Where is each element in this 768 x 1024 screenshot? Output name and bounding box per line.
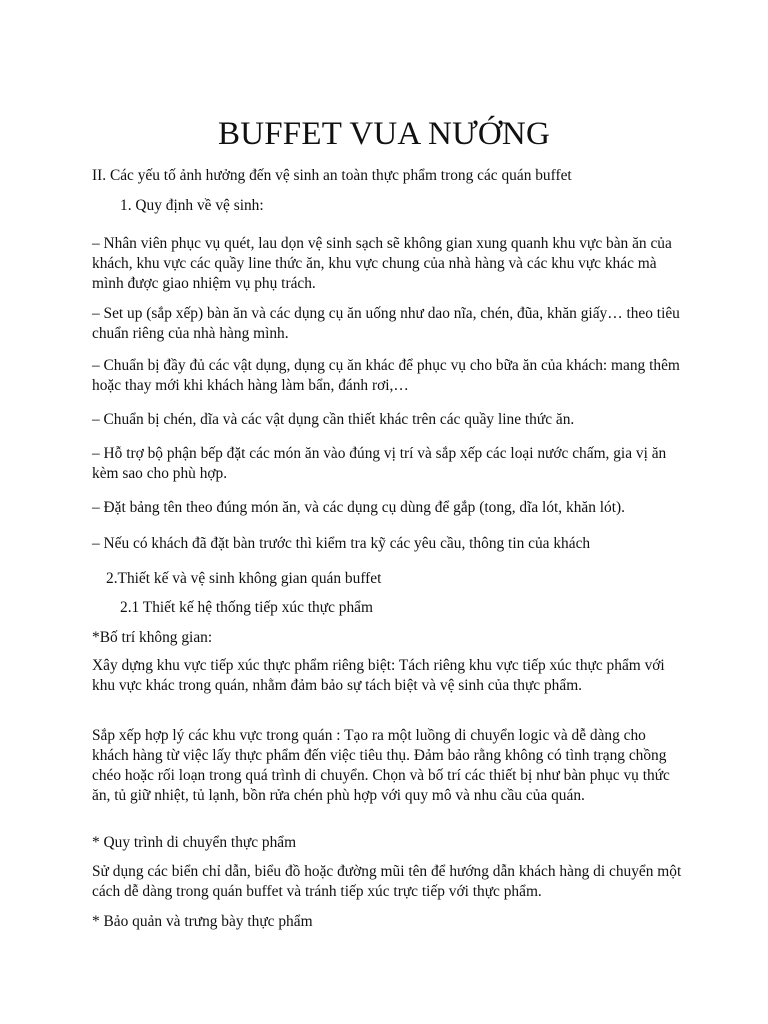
rule-paragraph-2: – Set up (sắp xếp) bàn ăn và các dụng cụ ăn uống như dao nĩa, chén, đũa, khăn giấy… theo tiêu chuẩn riêng của nhà hàng mình. [92, 305, 680, 342]
subsection-1-heading: 1. Quy định về vệ sinh: [120, 197, 264, 214]
rule-paragraph-4: – Chuẩn bị chén, dĩa và các vật dụng cần thiết khác trên các quầy line thức ăn. [92, 411, 575, 428]
section-heading: II. Các yếu tố ảnh hưởng đến vệ sinh an toàn thực phẩm trong các quán buffet [92, 167, 572, 184]
storage-heading: * Bảo quản và trưng bày thực phẩm [92, 913, 313, 930]
flow-paragraph: Sử dụng các biển chỉ dẫn, biểu đồ hoặc đường mũi tên để hướng dẫn khách hàng di chuyển một cách dễ dàng trong quán buffet và tránh tiếp xúc trực tiếp với thực phẩm. [92, 863, 682, 900]
document-title: BUFFET VUA NƯỚNG [218, 116, 550, 152]
rule-paragraph-7: – Nếu có khách đã đặt bàn trước thì kiểm tra kỹ các yêu cầu, thông tin của khách [92, 535, 591, 552]
flow-heading: * Quy trình di chuyển thực phẩm [92, 834, 297, 851]
layout-paragraph-1: Xây dựng khu vực tiếp xúc thực phẩm riêng biệt: Tách riêng khu vực tiếp xúc thực phẩm với khu vực khác trong quán, nhằm đảm bảo sự tách biệt và vệ sinh của thực phẩm. [92, 657, 665, 694]
rule-paragraph-1: – Nhân viên phục vụ quét, lau dọn vệ sinh sạch sẽ không gian xung quanh khu vực bàn ăn của khách, khu vực các quầy line thức ăn, khu vực chung của nhà hàng và các khu vực khác mà mình được giao nhiệm vụ phụ trách. [92, 235, 672, 292]
rule-paragraph-5: – Hỗ trợ bộ phận bếp đặt các món ăn vào đúng vị trí và sắp xếp các loại nước chấm, gia vị ăn kèm sao cho phù hợp. [92, 445, 667, 482]
layout-paragraph-2: Sắp xếp hợp lý các khu vực trong quán : Tạo ra một luồng di chuyển logic và dễ dàng cho khách hàng từ việc lấy thực phẩm đến việc tiêu thụ. Đảm bảo rằng không có tình trạng chồng chéo hoặc rối loạn trong quá trình di chuyển. Chọn và bố trí các thiết bị như bàn phục vụ thức ăn, tủ giữ nhiệt, tủ lạnh, bồn rửa chén phù hợp với quy mô và nhu cầu của quán. [92, 727, 670, 804]
rule-paragraph-6: – Đặt bảng tên theo đúng món ăn, và các dụng cụ dùng để gắp (tong, dĩa lót, khăn lót). [92, 499, 625, 516]
rule-paragraph-3: – Chuẩn bị đầy đủ các vật dụng, dụng cụ ăn khác để phục vụ cho bữa ăn của khách: mang thêm hoặc thay mới khi khách hàng làm bẩn, đánh rơi,… [92, 357, 680, 394]
subsection-2-1-heading: 2.1 Thiết kế hệ thống tiếp xúc thực phẩm [120, 599, 373, 616]
subsection-2-heading: 2.Thiết kế và vệ sinh không gian quán buffet [106, 570, 382, 587]
layout-heading: *Bố trí không gian: [92, 629, 213, 646]
